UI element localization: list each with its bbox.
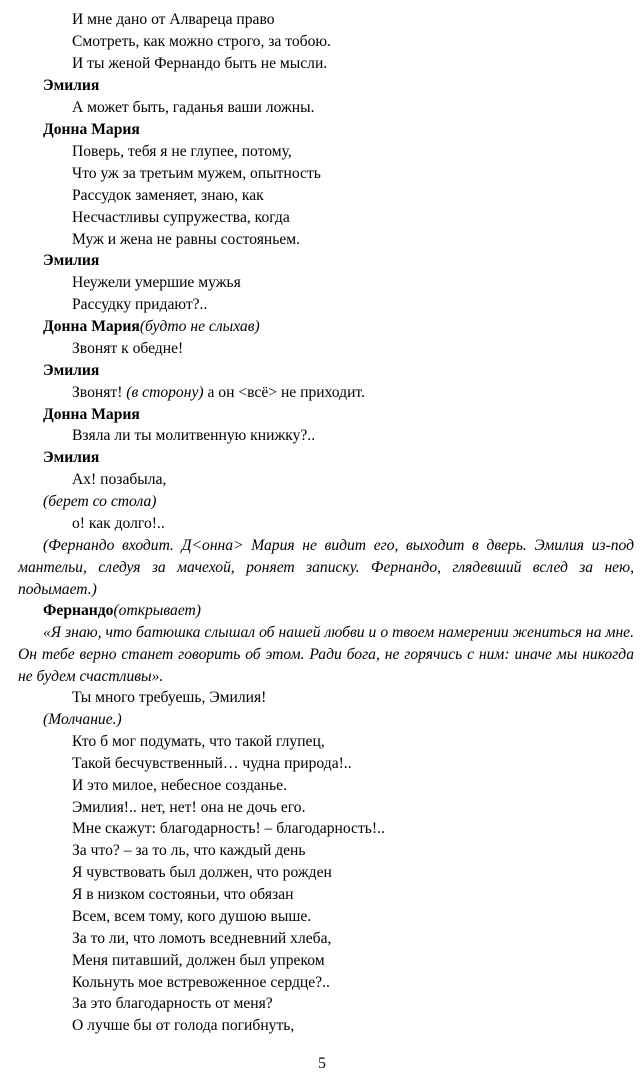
verse-line: О лучше бы от голода погибнуть, [72, 1017, 295, 1034]
verse-line: За то ли, что ломоть вседневний хлеба, [72, 930, 332, 947]
verse-line: Я чувствовать был должен, что рожден [72, 864, 332, 881]
stage-direction: (в сторону) [126, 384, 204, 401]
stage-direction: (открывает) [113, 602, 201, 619]
verse-text: Звонят! [72, 384, 127, 401]
speaker-name: Донна Мария [43, 121, 140, 138]
speaker-name: Эмилия [43, 449, 100, 466]
speaker-name: Донна Мария [43, 318, 140, 335]
verse-line: Ах! позабыла, [72, 471, 167, 488]
verse-line: Эмилия!.. нет, нет! она не дочь его. [72, 799, 306, 816]
verse-line: За что? – за то ль, что каждый день [72, 842, 306, 859]
verse-line: Кто б мог подумать, что такой глупец, [72, 733, 325, 750]
verse-line: Несчастливы супружества, когда [72, 209, 290, 226]
verse-line: Рассудок заменяет, знаю, как [72, 187, 264, 204]
verse-line: И ты женой Фернандо быть не мысли. [72, 55, 328, 72]
verse-line: Мне скажут: благодарность! – благодарность!.. [72, 820, 385, 837]
verse-line: Я в низком состояньи, что обязан [72, 886, 294, 903]
verse-line: А может быть, гаданья ваши ложны. [72, 99, 315, 116]
verse-line: Такой бесчувственный… чудна природа!.. [72, 755, 352, 772]
verse-line: Кольнуть мое встревоженное сердце?.. [72, 974, 330, 991]
speaker-name: Донна Мария [43, 406, 140, 423]
verse-line: Рассудку придают?.. [72, 296, 208, 313]
speaker-name: Эмилия [43, 77, 100, 94]
speaker-line [43, 316, 260, 338]
verse-line: И мне дано от Алвареца право [72, 11, 275, 28]
stage-direction: (будто не слыхав) [139, 318, 260, 335]
verse-line: И это милое, небесное созданье. [72, 777, 287, 794]
verse-line: Взяла ли ты молитвенную книжку?.. [72, 427, 316, 444]
verse-line: За это благодарность от меня? [72, 995, 273, 1012]
page-number: 5 [318, 1055, 326, 1072]
stage-direction: (берет со стола) [43, 493, 157, 510]
verse-line: Неужели умершие мужья [72, 274, 241, 291]
speaker-name: Эмилия [43, 362, 100, 379]
verse-text: а он <всё> не приходит. [203, 384, 365, 401]
verse-line: Что уж за третьим мужем, опытность [72, 165, 321, 182]
stage-direction-paragraph: (Фернандо входит. Д<онна> Мария не видит его, выходит в дверь. Эмилия из-под мантельи, следуя за мачехой, роняет записку. Фернандо, глядевший вслед за нею, подымает.) [18, 537, 634, 598]
verse-line: Звонят к обедне! [72, 340, 184, 357]
verse-line: Муж и жена не равны состояньем. [72, 231, 301, 248]
speaker-line [43, 600, 201, 622]
verse-line [72, 382, 365, 404]
verse-line: Поверь, тебя я не глупее, потому, [72, 143, 292, 160]
verse-line: Меня питавший, должен был упреком [72, 952, 325, 969]
speaker-name: Эмилия [43, 252, 100, 269]
letter-paragraph: «Я знаю, что батюшка слышал об нашей любви и о твоем намерении жениться на мне. Он тебе верно станет говорить об этом. Ради бога, не горячись с ним: иначе мы никогда не будем счастливы». [18, 624, 634, 685]
verse-line: о! как долго!.. [72, 515, 165, 532]
verse-line: Всем, всем тому, кого душою выше. [72, 908, 312, 925]
stage-direction: (Молчание.) [43, 711, 122, 728]
verse-line: Ты много требуешь, Эмилия! [72, 689, 267, 706]
verse-line: Смотреть, как можно строго, за тобою. [72, 33, 331, 50]
speaker-name: Фернандо [43, 602, 114, 619]
